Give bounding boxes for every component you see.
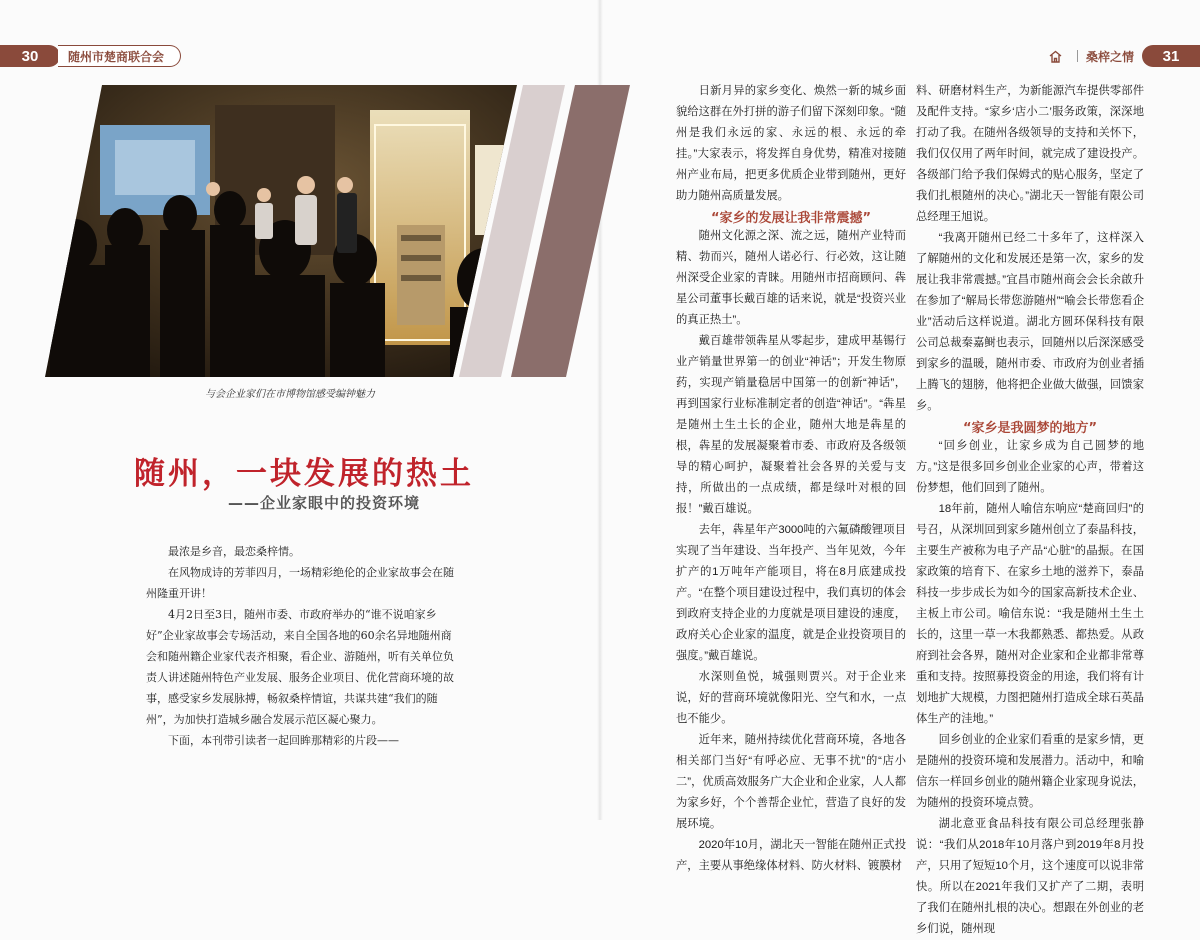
- left-page-number: 30: [0, 45, 60, 67]
- paragraph: 料、研磨材料生产，为新能源汽车提供零部件及配件支持。“家乡‘店小二’服务政策，深深地打动了我。在随州各级领导的支持和关怀下，我们仅仅用了两年时间，就完成了建设投产。各级部门给予我们保姆式的贴心服务，坚定了我们扎根随州的决心。”湖北天一智能有限公司总经理王旭说。: [916, 85, 1144, 223]
- paragraph: 2020年10月，湖北天一智能在随州正式投产，主要从事绝缘体材料、防火材料、镀膜材: [676, 839, 906, 872]
- right-page-header: [1049, 45, 1200, 67]
- section-heading: “家乡是我圆梦的地方”: [962, 421, 1098, 436]
- museum-photo: [45, 85, 630, 377]
- house-logo-icon: [1049, 49, 1063, 63]
- paragraph: 日新月异的家乡变化、焕然一新的城乡面貌给这群在外打拼的游子们留下深刻印象。“随州是我们永远的家、永远的根、永远的牵挂。”大家表示，将发挥自身优势，精准对接随州产业布局，把更多优质企业带到随州，更好助力随州高质量发展。: [676, 85, 906, 202]
- header-separator: [1077, 50, 1078, 62]
- intro-paragraph: 4月2日至3日，随州市委、市政府举办的“谁不说咱家乡好”企业家故事会专场活动，来自全国各地的60余名异地随州商会和随州籍企业家代表齐相聚，看企业、游随州，听有关单位负责人讲述随州特色产业发展、服务企业项目、优化营商环境的故事，感受家乡发展脉搏，畅叙桑梓情谊，共谋共建“我们的随州”，为加快打造城乡融合发展示范区凝心聚力。: [146, 608, 454, 726]
- paragraph: 湖北意亚食品科技有限公司总经理张静说：“我们从2018年10月落户到2019年8月投产，只用了短短10个月，这个速度可以说非常快。所以在2021年我们又扩产了二期，表明了我们在随州扎根的决心。想跟在外创业的老乡们说，随州现: [916, 818, 1144, 935]
- intro-paragraph: 下面，本刊带引读者一起回眸那精彩的片段——: [168, 734, 399, 747]
- headline: 随州，一块发展的热土: [134, 456, 474, 492]
- paragraph: 戴百雄带领犇星从零起步，建成甲基锡行业产销量世界第一的创业“神话”；开发生物原药，实现产销量稳居中国第一的创新“神话”，再到国家行业标准制定者的创造“神话”。“犇星是随州土生土长的企业，随州大地是犇星的根，犇星的发展凝聚着市委、市政府及各级领导的精心呵护，凝聚着社会各界的关爱与支持，所做出的一点成绩，都是绿叶对根的回报！”戴百雄说。: [676, 335, 906, 515]
- left-page-header: [0, 45, 181, 67]
- right-page-number: 31: [1142, 45, 1200, 67]
- paragraph: 18年前，随州人喻信东响应“楚商回归”的号召，从深圳回到家乡随州创立了泰晶科技，主要生产被称为电子产品“心脏”的晶振。在国家政策的培育下、在家乡土地的滋养下，泰晶科技一步步成长为如今的国家高新技术企业、主板上市公司。喻信东说：“我是随州土生土长的，这里一草一木我都熟悉、都热爱。从政府到社会各界，随州对企业家和企业都非常尊重和支持。按照募投资金的用途，我们将有计划地扩大规模，力图把随州打造成全球石英晶体生产的洼地。”: [916, 503, 1144, 725]
- paragraph: 去年，犇星年产3000吨的六氟磷酸锂项目实现了当年建设、当年投产、当年见效，今年扩产的1万吨年产能项目，将在8月底建成投产。“在整个项目建设过程中，我们真切的体会到政府支持企业的力度就是项目建设的速度，政府关心企业家的温度，就是企业投资项目的强度。”戴百雄说。: [676, 524, 906, 662]
- publication-title: 随州市楚商联合会: [58, 45, 181, 67]
- article-column-2: [916, 81, 1144, 940]
- paragraph: 回乡创业的企业家们看重的是家乡情，更是随州的投资环境和发展潜力。活动中，和喻信东一样回乡创业的随州籍企业家现身说法，为随州的投资环境点赞。: [916, 734, 1144, 809]
- intro-paragraph: 最浓是乡音，最恋桑梓情。: [168, 545, 300, 558]
- section-heading: “家乡的发展让我非常震撼”: [710, 211, 872, 226]
- paragraph: 水深则鱼悦，城强则贾兴。对于企业来说，好的营商环境就像阳光、空气和水，一点也不能少。: [676, 671, 906, 725]
- paragraph: 随州文化源之深、流之远，随州产业特而精、勃而兴，随州人诺必行、行必效，这让随州深受企业家的青睐。用随州市招商顾问、犇星公司董事长戴百雄的话来说，就是“投资兴业的真正热土”。: [676, 230, 906, 326]
- intro-paragraph: 在风物成诗的芳菲四月，一场精彩绝伦的企业家故事会在随州隆重开讲！: [146, 566, 454, 600]
- intro-text: [146, 541, 458, 751]
- article-column-1: [676, 81, 906, 877]
- paragraph: “回乡创业，让家乡成为自己圆梦的地方。”这是很多回乡创业企业家的心声，带着这份梦想，他们回到了随州。: [916, 440, 1144, 494]
- section-title: 桑梓之情: [1085, 49, 1134, 64]
- paragraph: 近年来，随州持续优化营商环境，各地各相关部门当好“有呼必应、无事不扰”的“店小二”，优质高效服务广大企业和企业家，人人都为家乡好，个个善帮企业忙，营造了良好的发展环境。: [676, 734, 906, 830]
- subheadline: ——企业家眼中的投资环境: [228, 494, 421, 512]
- paragraph: “我离开随州已经二十多年了，这样深入了解随州的文化和发展还是第一次，家乡的发展让我非常震撼。”宜昌市随州商会会长余啟升在参加了“解局长带您游随州”“喻会长带您看企业”活动后这样说道。湖北方圆环保科技有限公司总裁秦嘉鲥也表示，回随州以后深深感受到家乡的温暖，随州市委、市政府为创业者插上腾飞的翅膀，他将把企业做大做强，回馈家乡。: [916, 232, 1144, 412]
- photo-caption: 与会企业家们在市博物馆感受编钟魅力: [205, 389, 375, 400]
